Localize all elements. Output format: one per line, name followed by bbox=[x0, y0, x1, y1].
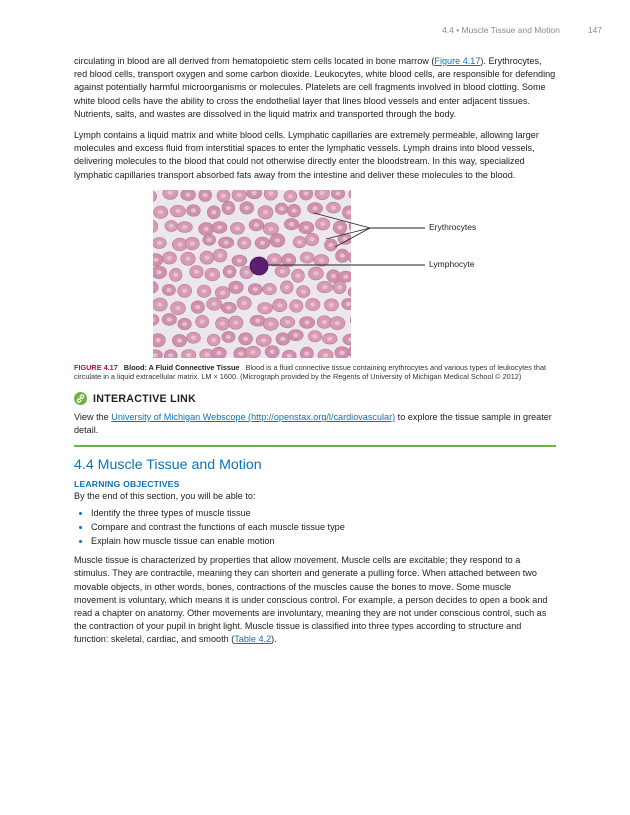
section-divider bbox=[74, 445, 556, 447]
list-item: Explain how muscle tissue can enable motion bbox=[74, 534, 556, 548]
paragraph-text: to explore the tissue sample in greater detail. bbox=[74, 412, 552, 436]
header-section-title: 4.4 • Muscle Tissue and Motion bbox=[442, 25, 560, 35]
table-4-2-link[interactable]: Table 4.2 bbox=[234, 634, 272, 645]
paragraph-text: ). Erythrocytes, red blood cells, transport oxygen and some carbon dioxide. Leukocytes, white blood cells, are responsible for defending against potentially harmful microorganisms or molecules. Platelets are cell fragments involved in blood clotting. Some white blood cells have the ability to cross the endothelial layer that lines blood vessels and enter adjacent tissues. Nutrients, salts, and wastes are dissolved in the liquid matrix and transported through the body. bbox=[74, 56, 556, 119]
paragraph-text: Muscle tissue is characterized by properties that allow movement. Muscle cells are excitable; they respond to a stimulus. They are contractile, meaning they can shorten and generate a pulling force. When attached between two movable objects, in other words, bones, contractions of the muscles cause the bones to move. Some muscle movement is voluntary, which means it is under conscious control. For example, a person decides to open a book and read a chapter on anatomy. Other movements are involuntary, meaning they are not under conscious control, such as the contraction of your pupil in bright light. Muscle tissue is classified into three types according to structure and function: skeletal, cardiac, and smooth ( bbox=[74, 555, 548, 645]
learning-objectives-intro: By the end of this section, you will be able to: bbox=[74, 491, 256, 502]
chain-link-glyph bbox=[76, 394, 85, 403]
list-item: Identify the three types of muscle tissue bbox=[74, 506, 556, 520]
paragraph-text: circulating in blood are all derived from hematopoietic stem cells located in bone marrow ( bbox=[74, 56, 435, 66]
figure-number: FIGURE 4.17 bbox=[74, 362, 118, 372]
paragraph-blood bbox=[74, 55, 556, 121]
label-lymphocyte: Lymphocyte bbox=[429, 258, 475, 269]
paragraph-text: ). bbox=[271, 634, 277, 645]
page-content bbox=[74, 55, 556, 647]
label-erythrocytes: Erythrocytes bbox=[429, 221, 477, 232]
paragraph-lymph: Lymph contains a liquid matrix and white blood cells. Lymphatic capillaries are extremely permeable, allowing larger molecules and excess fluid from interstitial spaces to enter the lymphatic vessels. Lymph drains into blood vessels, delivering molecules to the blood that could not otherwise directly enter the bloodstream. In this way, specialized lymphatic capillaries transport absorbed fats away from the intestine and deliver these molecules to the blood. bbox=[74, 130, 539, 180]
list-item: Compare and contrast the functions of each muscle tissue type bbox=[74, 520, 556, 534]
figure-leader-lines bbox=[74, 190, 556, 358]
figure-title: Blood: A Fluid Connective Tissue bbox=[123, 362, 240, 372]
page-number: 147 bbox=[587, 25, 602, 35]
figure-4-17-link[interactable]: Figure 4.17 bbox=[434, 56, 481, 66]
link-icon bbox=[74, 392, 87, 405]
section-title: 4.4 Muscle Tissue and Motion bbox=[74, 457, 262, 474]
interactive-link-paragraph bbox=[74, 411, 556, 437]
interactive-link-title: INTERACTIVE LINK bbox=[93, 392, 197, 405]
figure-caption-text: Blood is a fluid connective tissue containing erythrocytes and various types of leukocytes that circulate in a liquid extracellular matrix. LM × 1600. (Micrograph provided by the Regents of University of Michigan Medical School © 2012) bbox=[74, 362, 547, 382]
paragraph-muscle-tissue bbox=[74, 554, 556, 646]
figure-caption bbox=[74, 363, 556, 382]
figure-4-17 bbox=[74, 190, 556, 358]
learning-objectives-list bbox=[74, 506, 556, 549]
interactive-link-heading bbox=[74, 392, 556, 405]
running-header bbox=[442, 25, 602, 35]
learning-objectives-heading: LEARNING OBJECTIVES bbox=[74, 479, 180, 490]
paragraph-text: View the bbox=[74, 412, 112, 423]
webscope-link[interactable]: University of Michigan Webscope (http://openstax.org/l/cardiovascular) bbox=[111, 412, 396, 423]
